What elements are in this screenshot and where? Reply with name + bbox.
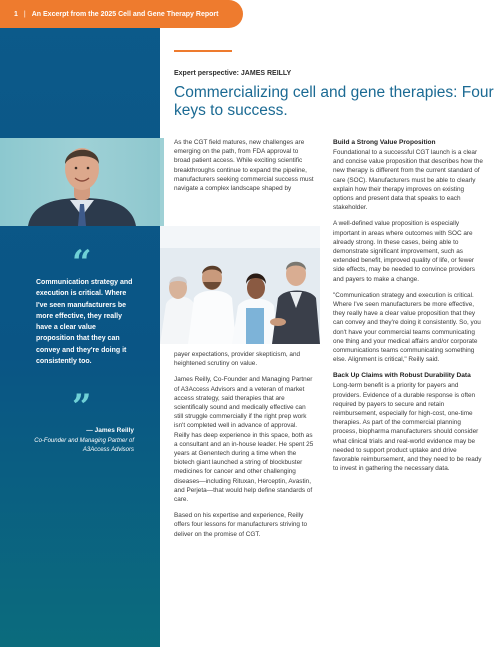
value-proposition-paragraph-1: Foundational to a successful CGT launch is a clear and concise value proposition that describes how the new therapy is different from the current standard of care (SOC). Manufacturers must be able to clearly explain how their therapy improves on existing options and present data that speaks to each stakeholder.	[333, 149, 483, 212]
reilly-bio-paragraph: James Reilly, Co-Founder and Managing Partner of A3Access Advisors and a veteran of market access strategy, said therapies that are scientifically sound and medically effective can still struggle commercially if the right prep work isn't completed well in advance of approval. Reilly has deep experience in this space, both as a consultant and an in-house leader. He spent 25 years at Genentech during a time when the biotech giant launched a string of blockbuster medicines for cancer and other challenging diseases—including Rituxan, Herceptin, Avastin, and Perjeta—that would help define standards of care.	[174, 376, 314, 504]
durability-paragraph: Long-term benefit is a priority for payers and providers. Evidence of a durable response is often required by payers to secure and retain reimbursement, especially for high-cost, one-time therapies. As part of the commercial planning process, biopharma manufacturers should consider what clinical trials and real-world evidence may be needed to support product uptake and drive favorable reimbursement, and they need to be ready to invest in gathering the necessary data.	[333, 382, 482, 473]
accent-rule	[174, 50, 232, 52]
quote-attribution-role: Co-Founder and Managing Partner of A3Access Advisors	[34, 438, 134, 453]
intro-paragraph: As the CGT field matures, new challenges are emerging on the path, from FDA approval to broad patient access. While exciting scientific breakthroughs continue to expand the pipeline, manufacturers seeking commercial success must navigate a complex landscape shaped by	[174, 139, 314, 193]
clinicians-illustration	[160, 226, 320, 344]
portrait-edge	[160, 138, 164, 226]
header-separator: |	[23, 10, 26, 18]
communication-quote-paragraph: "Communication strategy and execution is critical. Where I've seen manufacturers be more effective, they really have a clear value proposition that they can convey and they're doing it consistently. So, you don't have your commercial teams communicating one thing and your medical affairs and/or corporate communications teams communicating something else. Alignment is critical," Reilly said.	[333, 291, 481, 364]
header-title: An Excerpt from the 2025 Cell and Gene Therapy Report	[31, 10, 219, 18]
value-proposition-paragraph-2: A well-defined value proposition is especially important in areas where outcomes with SOC are already strong. In these cases, being able to demonstrate significant improvement, such as extended benefit, improved quality of life, or fewer side effects, may be needed to convince providers and payers to make a change.	[333, 220, 475, 283]
section-heading-durability-data: Back Up Claims with Robust Durability Data	[333, 372, 471, 380]
section-heading-value-proposition: Build a Strong Value Proposition	[333, 139, 436, 146]
article-kicker: Expert perspective: JAMES REILLY	[174, 70, 292, 77]
column-1-intro	[174, 138, 314, 200]
portrait-illustration	[0, 138, 160, 226]
portrait-photo	[0, 138, 160, 226]
header-banner	[0, 0, 243, 28]
intro-paragraph-continued: payer expectations, provider skepticism, and heightened scrutiny on value.	[174, 351, 301, 368]
column-1-continued	[174, 350, 314, 546]
close-quote-mark: ”	[72, 387, 92, 427]
page-number: 1	[14, 10, 18, 18]
open-quote-mark: “	[72, 243, 92, 283]
lessons-intro-paragraph: Based on his expertise and experience, Reilly offers four lessons for manufacturers striving to deliver on the promise of CGT.	[174, 512, 308, 538]
pull-quote-text: Communication strategy and execution is critical. Where I've seen manufacturers be more effective, they really have a clear value proposition that they can convey and they're doing it consistently too.	[36, 279, 133, 366]
clinicians-photo	[160, 226, 320, 344]
article-title: Commercializing cell and gene therapies: Four keys to success.	[174, 84, 494, 119]
quote-attribution-name: — James Reilly	[86, 427, 134, 434]
column-2	[333, 138, 483, 481]
